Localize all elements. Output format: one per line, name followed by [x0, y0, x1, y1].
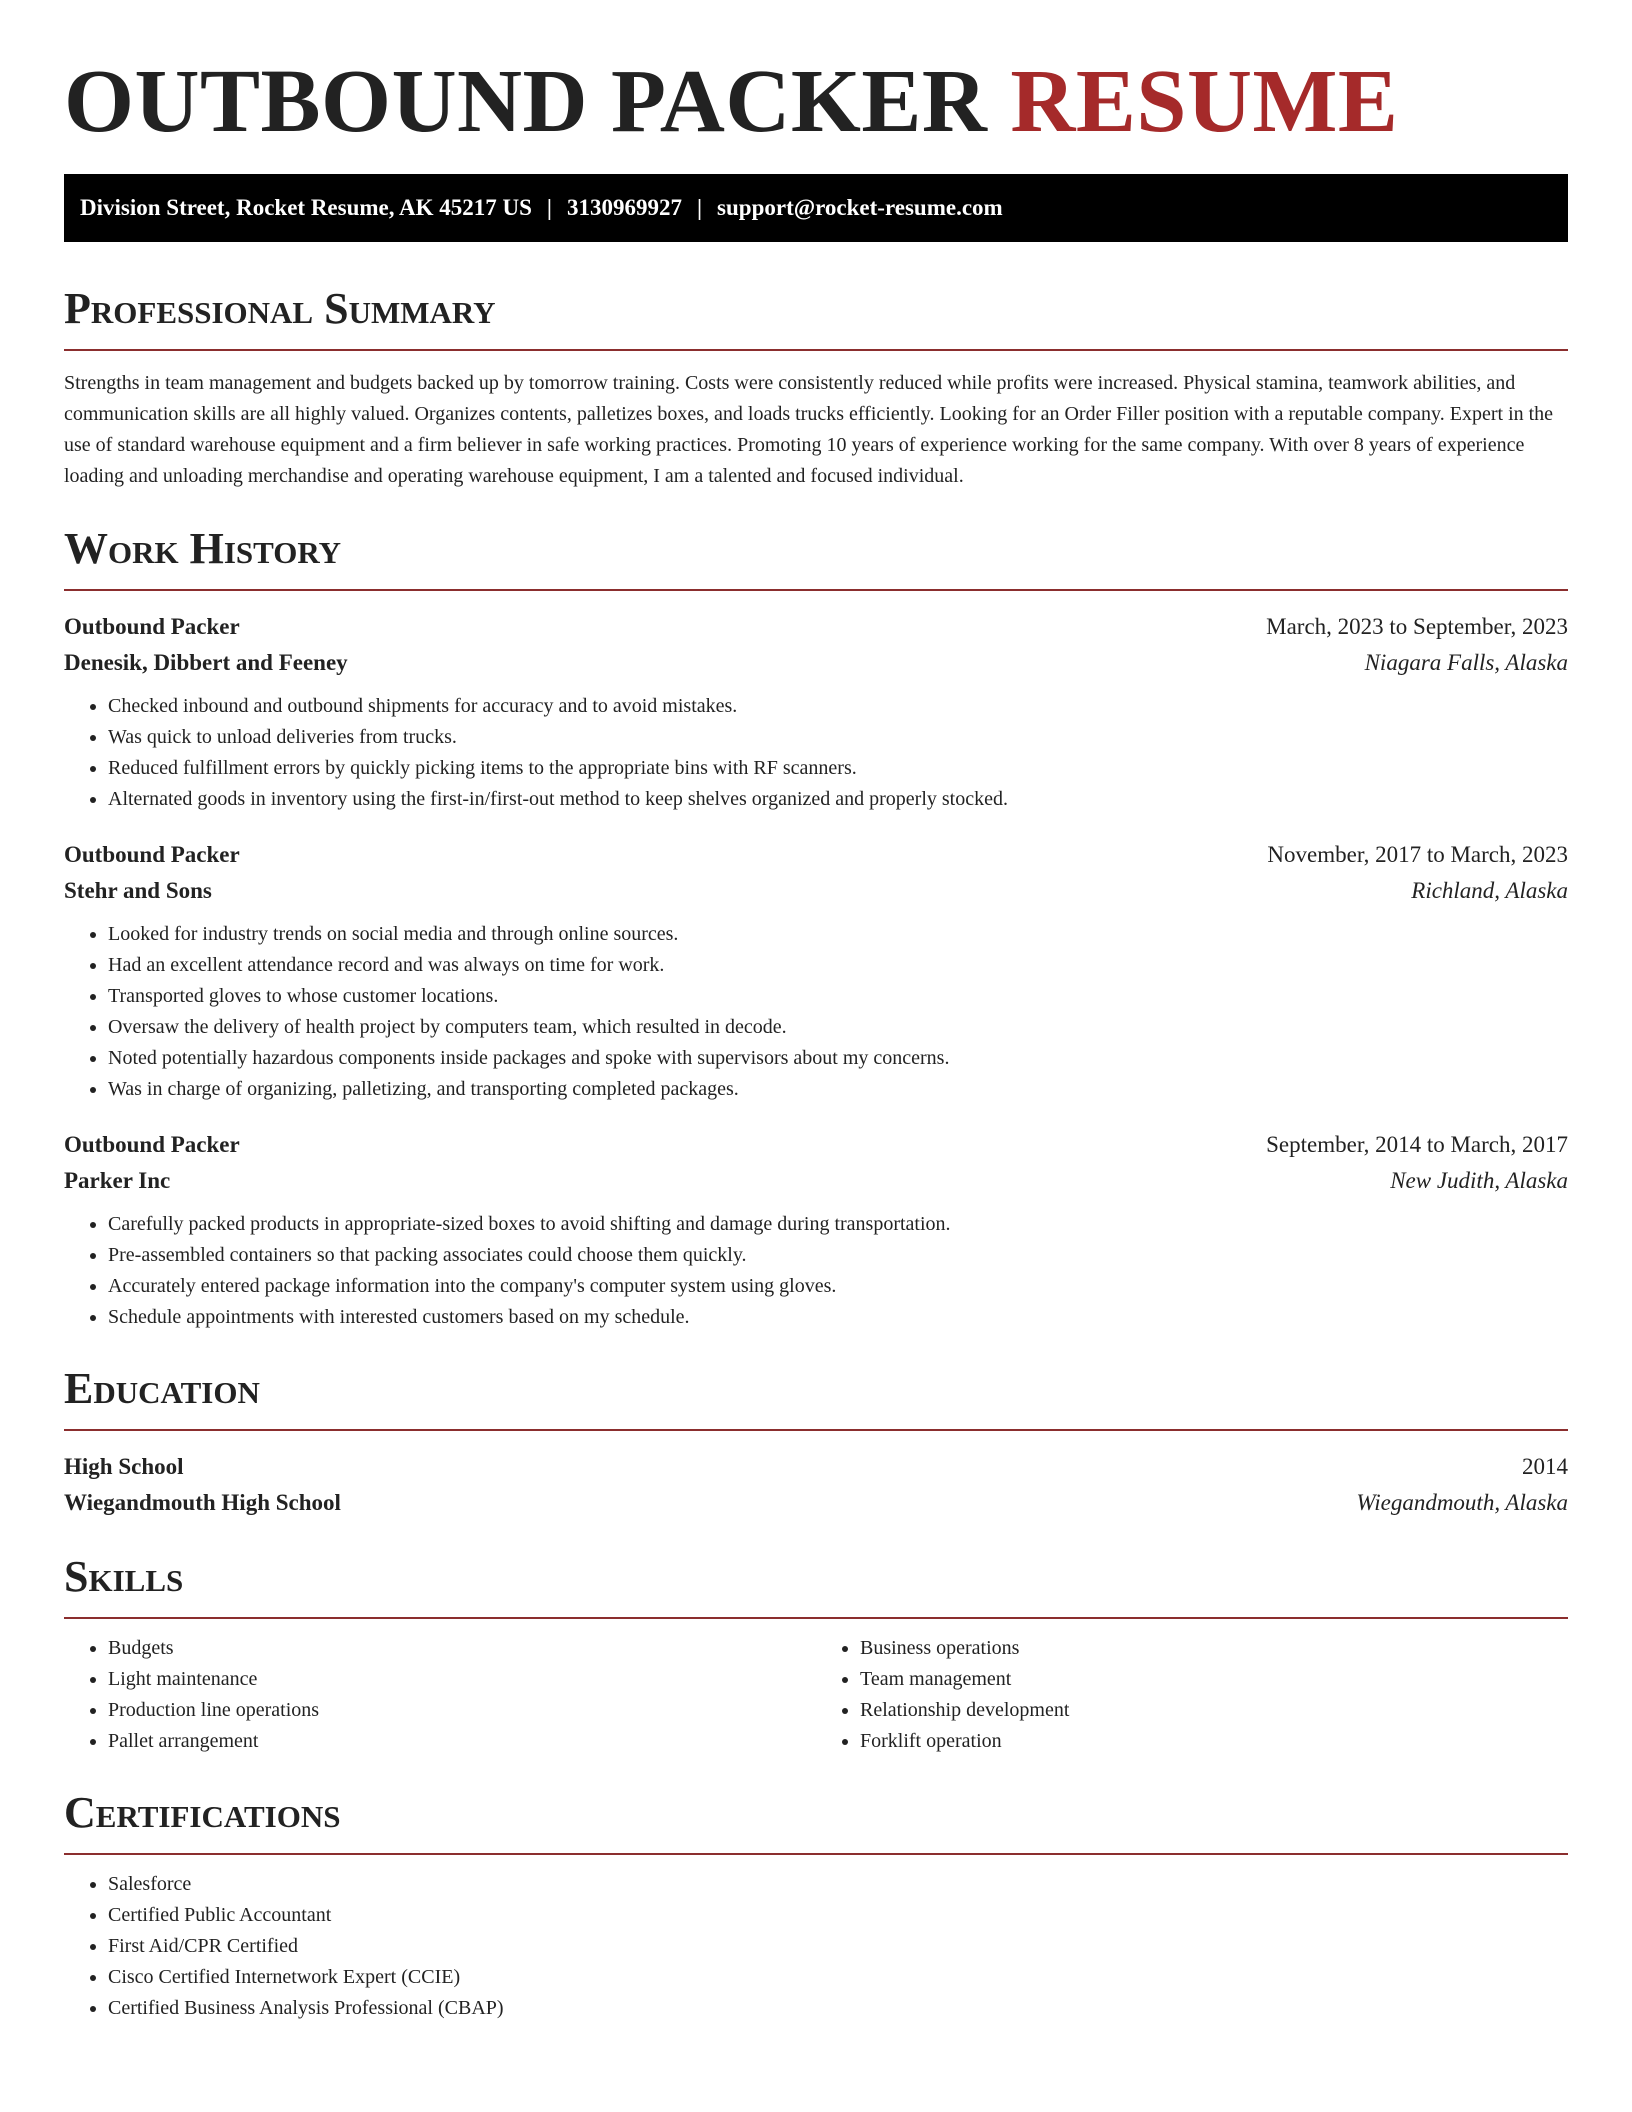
job-bullets	[64, 919, 1568, 1105]
list-item: • Cisco Certified Internetwork Expert (CCIE)	[108, 1962, 1568, 1993]
skills-list-left	[64, 1633, 816, 1757]
job-company-row	[64, 1163, 1568, 1199]
list-item: • Light maintenance	[108, 1664, 816, 1695]
job-dates: March, 2023 to September, 2023	[1266, 614, 1568, 639]
list-item: • Business operations	[860, 1633, 1568, 1664]
education-year: 2014	[1522, 1454, 1568, 1479]
education-heading: Education	[64, 1364, 260, 1413]
list-item: • Checked inbound and outbound shipments for accuracy and to avoid mistakes.	[108, 691, 1568, 722]
job-bullets	[64, 1209, 1568, 1333]
job-location: Richland, Alaska	[1411, 878, 1568, 903]
summary-text: Strengths in team management and budgets backed up by tomorrow training. Costs were consistently reduced while profits were increased. Physical stamina, teamwork abilities, and communication skills are all highly valued. Organizes contents, palletizes boxes, and loads trucks efficiently. Looking for an Order Filler position with a reputable company. Expert in the use of standard warehouse equipment and a firm believer in safe working practices. Promoting 10 years of experience working for the same company. With over 8 years of experience loading and unloading merchandise and operating warehouse equipment, I am a talented and focused individual.	[64, 372, 1554, 487]
list-item: • Certified Business Analysis Professional (CBAP)	[108, 1993, 1568, 2024]
job-entry	[64, 609, 1568, 815]
list-item: • Schedule appointments with interested customers based on my schedule.	[108, 1302, 1568, 1333]
job-title: Outbound Packer	[64, 1132, 240, 1157]
list-item: • Noted potentially hazardous components inside packages and spoke with supervisors about my concerns.	[108, 1043, 1568, 1074]
list-item: • Relationship development	[860, 1695, 1568, 1726]
contact-separator: |	[546, 195, 552, 220]
list-item: • Was in charge of organizing, palletizing, and transporting completed packages.	[108, 1074, 1568, 1105]
section-divider	[64, 349, 1568, 351]
job-company-row	[64, 873, 1568, 909]
list-item: • Team management	[860, 1664, 1568, 1695]
job-header-row	[64, 1127, 1568, 1163]
list-item: • Transported gloves to whose customer locations.	[108, 981, 1568, 1012]
list-item: • Reduced fulfillment errors by quickly picking items to the appropriate bins with RF scanners.	[108, 753, 1568, 784]
list-item: • Looked for industry trends on social media and through online sources.	[108, 919, 1568, 950]
list-item: • Forklift operation	[860, 1726, 1568, 1757]
job-company: Parker Inc	[64, 1168, 171, 1193]
list-item: • Oversaw the delivery of health project by computers team, which resulted in decode.	[108, 1012, 1568, 1043]
work-section	[64, 523, 1568, 1333]
certifications-section	[64, 1787, 1568, 2024]
contact-address: Division Street, Rocket Resume, AK 45217 US	[80, 195, 532, 220]
job-dates: November, 2017 to March, 2023	[1267, 842, 1568, 867]
job-header-row	[64, 609, 1568, 645]
list-item: • Alternated goods in inventory using the first-in/first-out method to keep shelves organized and properly stocked.	[108, 784, 1568, 815]
education-location: Wiegandmouth, Alaska	[1356, 1490, 1568, 1515]
title-accent: RESUME	[1010, 52, 1399, 151]
list-item: • Production line operations	[108, 1695, 816, 1726]
section-divider	[64, 589, 1568, 591]
list-item: • Had an excellent attendance record and was always on time for work.	[108, 950, 1568, 981]
education-school: Wiegandmouth High School	[64, 1490, 341, 1515]
contact-bar	[64, 174, 1568, 242]
resume-title	[64, 52, 1568, 152]
summary-heading: Professional Summary	[64, 284, 496, 333]
list-item: • Certified Public Accountant	[108, 1900, 1568, 1931]
job-header-row	[64, 837, 1568, 873]
summary-section	[64, 283, 1568, 492]
list-item: • Salesforce	[108, 1869, 1568, 1900]
contact-phone: 3130969927	[566, 195, 682, 220]
certifications-list	[64, 1869, 1568, 2024]
job-company: Stehr and Sons	[64, 878, 212, 903]
job-location: New Judith, Alaska	[1390, 1168, 1568, 1193]
job-dates: September, 2014 to March, 2017	[1266, 1132, 1568, 1157]
list-item: • First Aid/CPR Certified	[108, 1931, 1568, 1962]
list-item: • Carefully packed products in appropriate-sized boxes to avoid shifting and damage during transportation.	[108, 1209, 1568, 1240]
job-location: Niagara Falls, Alaska	[1364, 650, 1568, 675]
education-section	[64, 1363, 1568, 1521]
section-divider	[64, 1429, 1568, 1431]
job-title: Outbound Packer	[64, 842, 240, 867]
job-entry	[64, 1127, 1568, 1333]
job-title: Outbound Packer	[64, 614, 240, 639]
contact-separator: |	[696, 195, 703, 220]
education-school-row	[64, 1485, 1568, 1521]
skills-heading: Skills	[64, 1552, 184, 1601]
education-degree-row	[64, 1449, 1568, 1485]
certifications-heading: Certifications	[64, 1788, 341, 1837]
list-item: • Pre-assembled containers so that packing associates could choose them quickly.	[108, 1240, 1568, 1271]
job-company: Denesik, Dibbert and Feeney	[64, 650, 348, 675]
skills-grid	[64, 1619, 1568, 1757]
contact-email: support@rocket-resume.com	[717, 195, 1003, 220]
job-entry	[64, 837, 1568, 1105]
list-item: • Accurately entered package information into the company's computer system using gloves.	[108, 1271, 1568, 1302]
skills-section	[64, 1551, 1568, 1757]
list-item: • Pallet arrangement	[108, 1726, 816, 1757]
skills-list-right	[816, 1633, 1568, 1757]
work-heading: Work History	[64, 524, 342, 573]
title-main: OUTBOUND PACKER	[64, 52, 988, 151]
job-company-row	[64, 645, 1568, 681]
education-degree: High School	[64, 1454, 184, 1479]
section-divider	[64, 1853, 1568, 1855]
job-bullets	[64, 691, 1568, 815]
list-item: • Budgets	[108, 1633, 816, 1664]
list-item: • Was quick to unload deliveries from trucks.	[108, 722, 1568, 753]
